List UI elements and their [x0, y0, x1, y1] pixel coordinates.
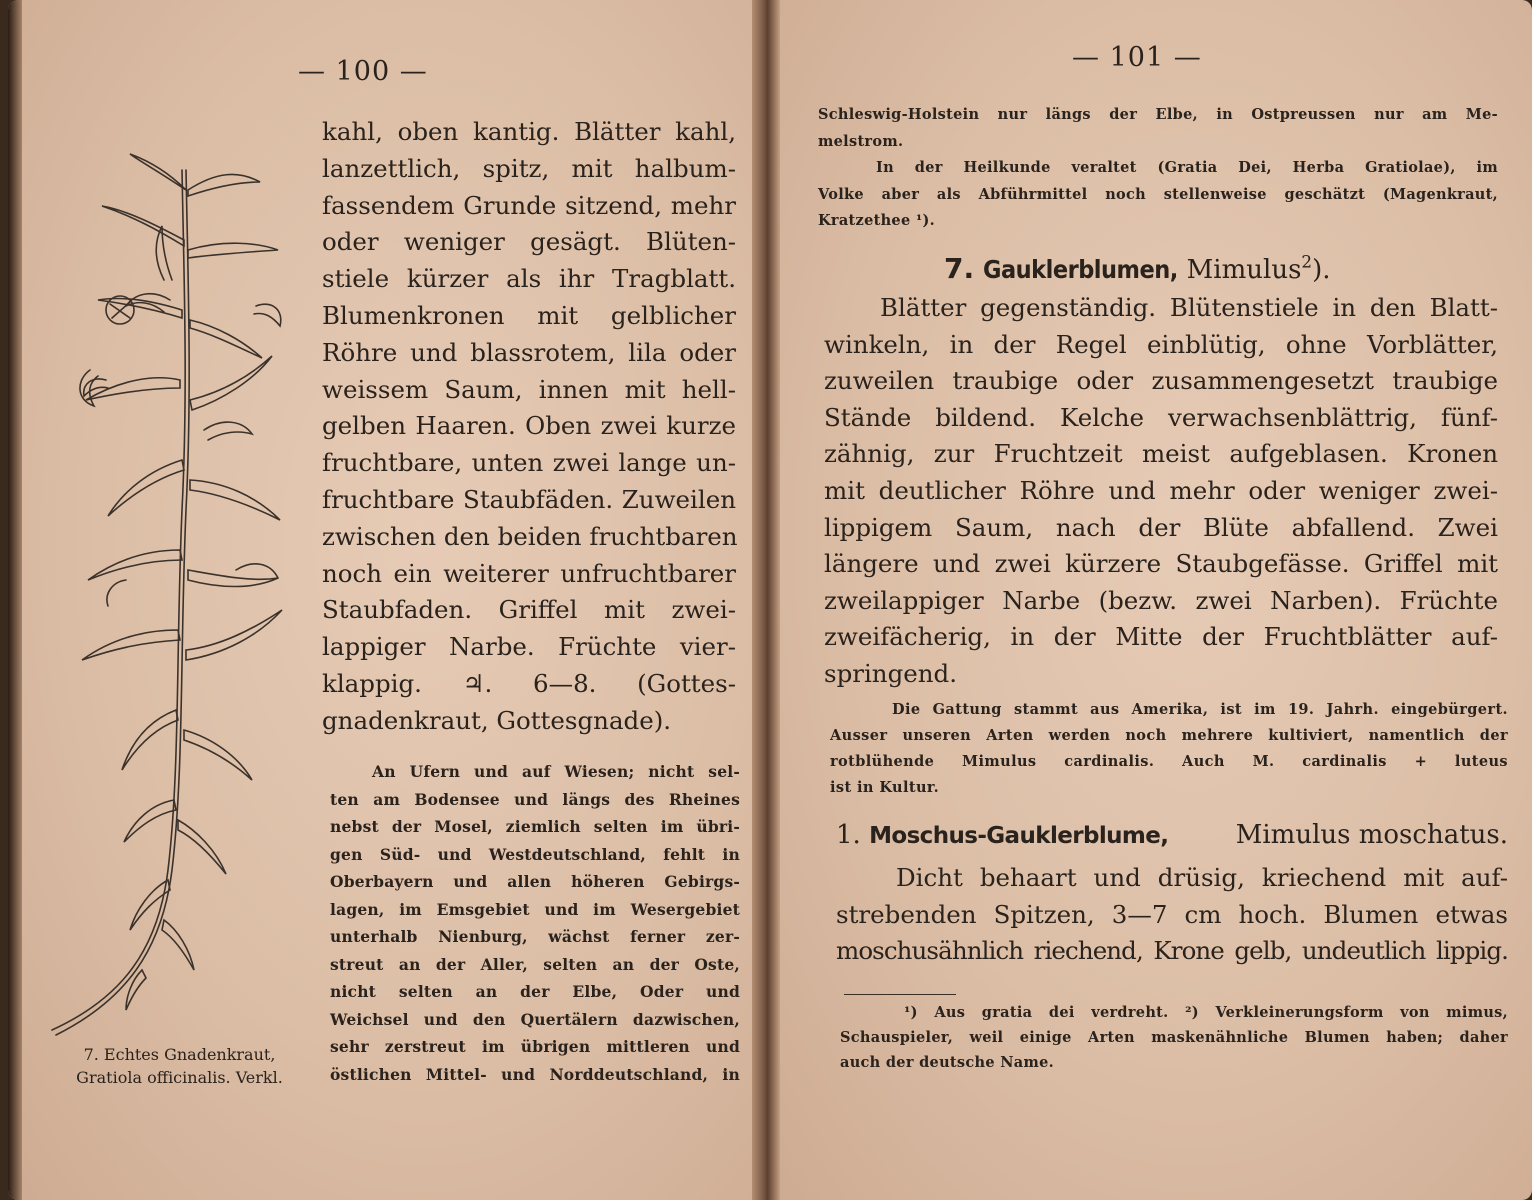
text-line: Oberbayern und allen höheren Gebirgs- [330, 872, 740, 891]
heading-latin: Mimulus moschatus. [1235, 820, 1508, 850]
heading-number: 7. [944, 252, 975, 285]
text-line: gnadenkraut, Gottesgnade). [322, 705, 672, 735]
figure-caption [42, 1043, 317, 1089]
text-line: ten am Bodensee und längs des Rheines [330, 789, 740, 809]
text-line: lanzettlich, spitz, mit halbum- [322, 153, 736, 183]
text-line: längere und zwei kürzere Staubgefässe. Griffel mit [824, 549, 1498, 579]
footnote-line: ¹) Aus gratia dei verdreht. ²) Verkleinerungsform von mimus, [904, 1004, 1508, 1021]
text-line: winkeln, in der Regel einblütig, ohne Vorblätter, [824, 329, 1498, 359]
text-line: unterhalb Nienburg, wächst ferner zer- [330, 927, 740, 946]
text-line: gen Süd- und Westdeutschland, fehlt in [330, 844, 740, 864]
page-edge [8, 0, 22, 1200]
text-line: In der Heilkunde veraltet (Gratia Dei, Herba Gratiolae), im [876, 159, 1498, 176]
text-line: springend. [824, 658, 958, 688]
text-line: fruchtbare Staubfäden. Zuweilen [322, 484, 736, 514]
right-page [774, 0, 1532, 1200]
heading-name: Moschus-Gauklerblume, [869, 823, 1169, 849]
footnote-marker: 2 [1301, 251, 1313, 272]
page-number: — 101 — [1072, 42, 1202, 73]
text-line: Weichsel und den Quertälern dazwischen, [330, 1009, 740, 1029]
text-line: streut an der Aller, selten an der Oste, [330, 954, 740, 974]
text-line: sehr zerstreut im übrigen mittleren und [330, 1037, 740, 1056]
text-line: oder weniger gesägt. Blüten- [322, 227, 736, 257]
text-line: zweifächerig, in der Mitte der Fruchtblätter auf- [824, 622, 1498, 652]
species-heading-left [836, 820, 1168, 850]
text-line: zuweilen traubige oder zusammengesetzt traubige [824, 366, 1498, 396]
text-line: Schleswig-Holstein nur längs der Elbe, in Ostpreussen nur am Me- [818, 106, 1498, 123]
text-line: klappig. ♃. 6—8. (Gottes- [322, 668, 736, 698]
text-line: östlichen Mittel- und Norddeutschland, in [330, 1064, 740, 1084]
text-line: Ausser unseren Arten werden noch mehrere kultiviert, namentlich der [830, 727, 1508, 744]
species-description [836, 860, 1508, 970]
text-line: moschusähnlich riechend, Krone gelb, undeutlich lippig. [836, 936, 1508, 966]
text-line: fassendem Grunde sitzend, mehr [322, 190, 736, 220]
text-line: noch ein weiterer unfruchtbarer [322, 558, 736, 588]
footnote-line: auch der deutsche Name. [840, 1054, 1054, 1071]
species-heading [836, 820, 1508, 850]
page-number: — 100 — [298, 56, 428, 87]
text-line: zwischen den beiden fruchtbaren [322, 521, 738, 551]
genus-description [824, 290, 1498, 693]
heading-name: Gauklerblumen, [983, 255, 1178, 284]
description-text [322, 114, 736, 740]
text-line: rotblühende Mimulus cardinalis. Auch M. cardinalis + luteus [830, 753, 1508, 770]
gratiola-illustration [46, 130, 316, 1040]
text-line: zweilappiger Narbe (bezw. zwei Narben). Früchte [824, 585, 1498, 615]
text-line: Blumenkronen mit gelblicher [322, 300, 736, 330]
text-line: fruchtbare, unten zwei lange un- [322, 448, 736, 478]
text-line: gelben Haaren. Oben zwei kurze [322, 411, 736, 441]
text-line: lippigem Saum, nach der Blüte abfallend. Zwei [824, 512, 1498, 542]
caption-line: Gratiola officinalis. Verkl. [76, 1068, 283, 1087]
text-line: weissem Saum, innen mit hell- [322, 374, 736, 404]
text-line: Dicht behaart und drüsig, kriechend mit auf- [896, 863, 1508, 892]
text-line: melstrom. [818, 132, 904, 150]
text-line: zähnig, zur Fruchtzeit meist aufgeblasen. Kronen [824, 439, 1498, 469]
continued-habitat-text [818, 102, 1498, 235]
text-line: strebenden Spitzen, 3—7 cm hoch. Blumen etwas [836, 899, 1508, 929]
footnotes [840, 1000, 1508, 1075]
caption-line: 7. Echtes Gnadenkraut, [83, 1045, 276, 1064]
text-line: Staubfaden. Griffel mit zwei- [322, 595, 736, 625]
left-page [8, 0, 760, 1200]
text-line: stiele kürzer als ihr Tragblatt. [322, 264, 736, 294]
heading-latin: Mimulus [1186, 255, 1302, 285]
text-line: mit deutlicher Röhre und mehr oder weniger zwei- [824, 475, 1498, 505]
text-line: Volke aber als Abführmittel noch stellenweise geschätzt (Magenkraut, [818, 185, 1498, 203]
book-gutter [752, 0, 780, 1200]
text-line: lagen, im Emsgebiet und im Wesergebiet [330, 899, 740, 919]
text-line: lappiger Narbe. Früchte vier- [322, 632, 736, 662]
text-line: nicht selten an der Elbe, Oder und [330, 982, 740, 1001]
genus-note [830, 697, 1508, 801]
text-line: An Ufern und auf Wiesen; nicht sel- [372, 762, 740, 781]
text-line: kahl, oben kantig. Blätter kahl, [322, 117, 736, 146]
text-line: nebst der Mosel, ziemlich selten im übri- [330, 817, 740, 836]
heading-end: ). [1312, 255, 1331, 285]
text-line: Blätter gegenständig. Blütenstiele in den Blatt- [880, 293, 1498, 322]
heading-number: 1. [836, 820, 861, 850]
text-line: Die Gattung stammt aus Amerika, ist im 19. Jahrh. eingebürgert. [892, 701, 1508, 718]
footnote-line: Schauspieler, weil einige Arten maskenähnliche Blumen haben; daher [840, 1029, 1508, 1046]
text-line: Stände bildend. Kelche verwachsenblättrig, fünf- [824, 402, 1498, 432]
footnote-divider [844, 994, 956, 995]
genus-heading [944, 252, 1331, 285]
text-line: Kratzethee ¹). [818, 212, 935, 229]
text-line: ist in Kultur. [830, 779, 940, 796]
habitat-text [330, 758, 740, 1088]
text-line: Röhre und blassrotem, lila oder [322, 337, 736, 367]
